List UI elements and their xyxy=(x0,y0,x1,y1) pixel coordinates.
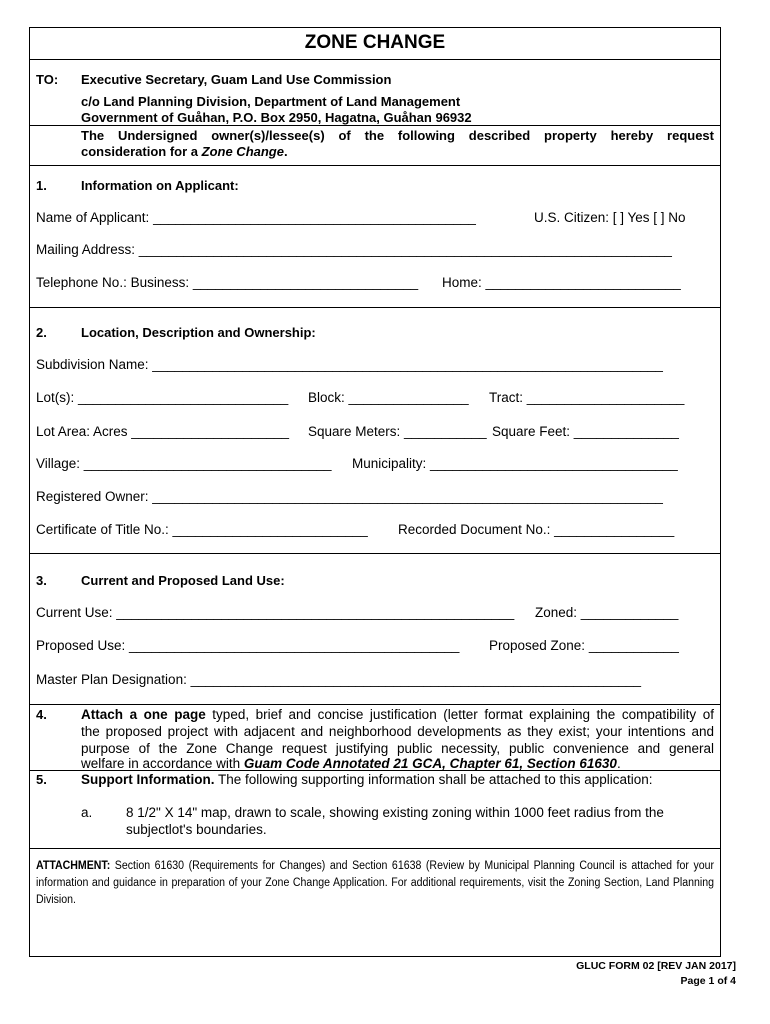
proposed-zone-field[interactable]: Proposed Zone: ____________ xyxy=(489,638,679,653)
us-citizen-checkboxes[interactable]: U.S. Citizen: [ ] Yes [ ] No xyxy=(534,210,686,225)
mailing-address-field[interactable]: Mailing Address: _______________________________________________________________________ xyxy=(36,242,672,257)
telephone-home-field[interactable]: Home: __________________________ xyxy=(442,275,681,290)
current-use-field[interactable]: Current Use: _____________________________________________________ xyxy=(36,605,515,620)
tract-field[interactable]: Tract: _____________________ xyxy=(489,390,685,405)
lot-area-acres-field[interactable]: Lot Area: Acres _____________________ xyxy=(36,424,289,439)
attachment-note: ATTACHMENT: Section 61630 (Requirements for Changes) and Section 61638 (Review by Municipal Planning Council is attached for your information and guidance in preparation of your Zone Change Application. For additional requirements, visit the Zoning Section, Land Planning Division. xyxy=(36,860,715,906)
page-number: Page 1 of 4 xyxy=(680,975,736,987)
divider xyxy=(30,165,720,166)
to-line-1: Executive Secretary, Guam Land Use Commission xyxy=(81,72,392,87)
divider xyxy=(30,770,720,771)
proposed-use-field[interactable]: Proposed Use: ____________________________________________ xyxy=(36,638,460,653)
to-label: TO: xyxy=(36,72,59,87)
divider xyxy=(30,59,720,60)
divider xyxy=(30,307,720,308)
telephone-business-field[interactable]: Telephone No.: Business: ______________________________ xyxy=(36,275,419,290)
section-1-heading: Information on Applicant: xyxy=(81,178,239,193)
to-line-3: Government of Guåhan, P.O. Box 2950, Hagatna, Guåhan 96932 xyxy=(81,110,472,125)
registered-owner-field[interactable]: Registered Owner: ____________________________________________________________________ xyxy=(36,489,663,504)
section-1-number: 1. xyxy=(36,178,47,193)
section-5-number: 5. xyxy=(36,772,47,787)
divider xyxy=(30,848,720,849)
subdivision-name-field[interactable]: Subdivision Name: ____________________________________________________________________ xyxy=(36,357,663,372)
block-field[interactable]: Block: ________________ xyxy=(308,390,469,405)
item-a-line-1: 8 1/2" X 14" map, drawn to scale, showing existing zoning within 1000 feet radius from the xyxy=(126,805,664,820)
village-field[interactable]: Village: _________________________________ xyxy=(36,456,332,471)
recorded-document-field[interactable]: Recorded Document No.: ________________ xyxy=(398,522,675,537)
zoned-field[interactable]: Zoned: _____________ xyxy=(535,605,679,620)
square-feet-field[interactable]: Square Feet: ______________ xyxy=(492,424,679,439)
request-line-1: The Undersigned owner(s)/lessee(s) of the following described property hereby request xyxy=(81,128,714,143)
section-5-heading: Support Information. The following supporting information shall be attached to this application: xyxy=(81,772,653,787)
to-line-2: c/o Land Planning Division, Department of Land Management xyxy=(81,94,461,109)
section-2-heading: Location, Description and Ownership: xyxy=(81,325,316,340)
divider xyxy=(30,553,720,554)
section-2-number: 2. xyxy=(36,325,47,340)
section-3-number: 3. xyxy=(36,573,47,588)
section-4-number: 4. xyxy=(36,707,47,722)
form-title: ZONE CHANGE xyxy=(304,32,446,53)
section-4-line-4: welfare in accordance with Guam Code Annotated 21 GCA, Chapter 61, Section 61630. xyxy=(81,756,621,771)
name-of-applicant-field[interactable]: Name of Applicant: ___________________________________________ xyxy=(36,210,476,225)
lots-field[interactable]: Lot(s): ____________________________ xyxy=(36,390,289,405)
item-a-line-2: subjectlot's boundaries. xyxy=(126,822,267,837)
section-4-line-3: purpose of the Zone Change request justifying public necessity, public convenience and general xyxy=(81,741,714,756)
master-plan-designation-field[interactable]: Master Plan Designation: ____________________________________________________________ xyxy=(36,672,642,687)
square-meters-field[interactable]: Square Meters: ___________ xyxy=(308,424,487,439)
divider xyxy=(30,125,720,126)
section-4-line-1: Attach a one page typed, brief and concise justification (letter format explaining the compatibility of xyxy=(81,707,714,722)
request-line-2: consideration for a Zone Change. xyxy=(81,144,288,159)
divider xyxy=(30,704,720,705)
item-a-label: a. xyxy=(81,805,93,820)
section-3-heading: Current and Proposed Land Use: xyxy=(81,573,285,588)
certificate-of-title-field[interactable]: Certificate of Title No.: __________________________ xyxy=(36,522,368,537)
form-id: GLUC FORM 02 [REV JAN 2017] xyxy=(576,960,736,972)
zone-change-form xyxy=(29,27,721,957)
municipality-field[interactable]: Municipality: _________________________________ xyxy=(352,456,678,471)
section-4-line-2: the proposed project with adjacent and neighborhood developments as they exist; your intentions and xyxy=(81,724,714,739)
